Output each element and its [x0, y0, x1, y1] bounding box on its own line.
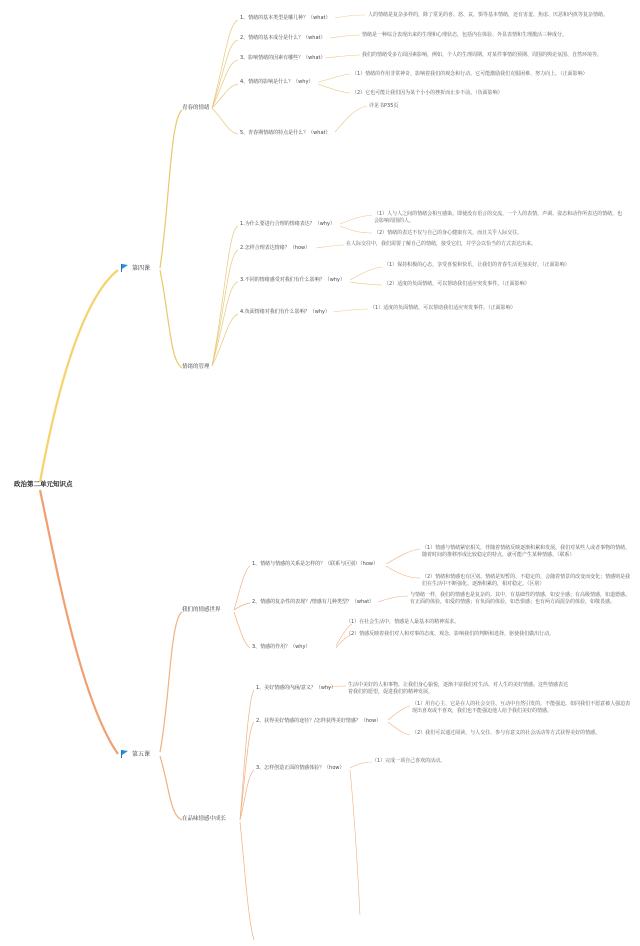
- link-s2-a3a: [350, 267, 382, 280]
- question-node: 1、情绪的基本类型是哪几种？（what）: [240, 15, 331, 21]
- link-s4-a2b: [388, 722, 410, 735]
- lesson-node-4: [120, 264, 150, 272]
- link-s2-a3b: [350, 282, 382, 285]
- link-s4-a3: [350, 762, 372, 768]
- link-s1-a5: [335, 106, 367, 132]
- link-s1-q3: [212, 60, 238, 108]
- link-s1-a3: [325, 55, 360, 58]
- question-node: 3.不同的情绪感受对我们有什么影响？（why）: [240, 277, 345, 283]
- lesson-title: 第四课: [132, 264, 151, 272]
- section-node: 情绪的管理: [182, 364, 210, 370]
- link-s3-q2: [234, 603, 250, 610]
- section-node: 青春的情绪: [182, 105, 210, 111]
- answer-node: （2）我们可以通过阅读、与人交往、参与有意义的社会活动等方式获得美好的情感。: [412, 730, 601, 736]
- flag-icon: [120, 264, 129, 272]
- link-s4-q2: [240, 722, 254, 820]
- link-root-lesson5: [40, 490, 118, 754]
- answer-node: （1）保持积极的心态，享受喜悦和快乐，让我们的青春生活更加美好。（正面影响）: [384, 262, 570, 268]
- answer-node: （1）情感与情绪紧密相关，伴随着情绪反映逐渐积累和发展。我们对某些人或者事物的情绪，随着时间的推移形成比较稳定的特点，就可能产生某种情感。（联系）: [422, 545, 631, 558]
- question-node: 3、情感的作用？（why）: [252, 644, 311, 650]
- link-l5-s2: [160, 756, 182, 820]
- link-s3-q3: [234, 612, 250, 648]
- link-s2-q3: [212, 282, 238, 366]
- answer-node: （1）在社会生活中，情感是人最基本的精神需求。: [346, 619, 460, 625]
- flag-icon: [120, 750, 129, 758]
- question-node: 2、情绪的基本成分是什么？（what）: [240, 35, 326, 41]
- section-node: 在品味情感中成长: [182, 816, 227, 822]
- link-l4-s2: [160, 270, 182, 368]
- link-root-lesson4: [40, 270, 118, 482]
- answer-node: （2）适度的负面情绪，可以帮助我们适应突发事件。（正面影响）: [384, 281, 530, 287]
- answer-node: 详见书P35页: [369, 103, 399, 109]
- answer-node: 情绪是一种综合表现出来的生理和心理状态，包括内在体验、外显表情和生理激活三种成分。: [362, 32, 568, 38]
- answer-node: （1）用自心主，它是在人的社会交往、互动中自然引发的，不能强迫。如同我们不愿意被人强迫表现出喜欢或不喜欢，我们也不能强迫他人给予我们美好的情感。: [412, 701, 631, 714]
- link-s3-a2: [378, 596, 408, 602]
- answer-node: （1）完成一项自己喜欢的活动。: [372, 758, 446, 764]
- section-node: 我们的情感世界: [182, 607, 221, 613]
- question-node: 4、情绪的影响是什么？（why）: [240, 79, 314, 85]
- answer-node: 与情绪一样，我们的情感也是复杂的。其中，有基础性的情感，如安全感；有高级情感，如道德感。有正面的体验，如爱的情感；有负面的体验，如恐惧感；也有两方面混杂的体验，如敬畏感。: [410, 592, 631, 605]
- answer-node: （2）它也可能让我们因为某个小小的挫折而止步不前。（负面影响）: [352, 90, 503, 96]
- answer-node: 人的情绪是复杂多样的，除了常见的喜、怒、哀、惧等基本情绪，还有害羞、焦虑、厌恶和内疚等复杂情绪。: [368, 12, 609, 18]
- link-s3-a1b: [386, 566, 420, 578]
- question-node: 1、美好情感的内涵/意义？（why）: [256, 685, 337, 691]
- link-s1-a2: [330, 35, 360, 38]
- root-node: 政治第二单元知识点: [14, 480, 73, 488]
- link-s1-q1: [212, 20, 238, 108]
- lesson-node-5: [120, 750, 150, 758]
- answer-node: （1）人与人之间的情绪会相互感染。即使没有语言的交流，一个人的表情、声调、姿态和动作所表达的情绪，也会影响周围的人。: [374, 211, 623, 224]
- link-s1-q5: [212, 108, 238, 134]
- question-node: 3、怎样创造正面的情感体验？（how）: [256, 765, 345, 771]
- answer-node: （2）情感反映着我们对人和对事的态度、观念，影响我们的判断和选择，驱使我们做出行动。: [346, 631, 555, 637]
- link-s1-a1: [335, 15, 365, 18]
- link-s1-a4b: [318, 84, 350, 93]
- link-s3-a1a: [386, 549, 420, 564]
- link-l4-s1: [160, 110, 182, 268]
- lesson-title: 第五课: [132, 750, 151, 758]
- answer-node: 我们的情绪受多方面因素影响，例如，个人的生理周期、对某件事情的预期、周围的舆论氛围、自然环境等。: [362, 52, 603, 58]
- answer-node: （2）情绪的表达不仅与自己的身心健康有关，而且关乎人际交往。: [374, 230, 523, 236]
- answer-node: （1）适度的负面情绪，可以帮助我们适应突发事件。（正面影响）: [370, 305, 516, 311]
- link-s4-a3-tail: [350, 770, 360, 915]
- link-s4-q3: [240, 770, 254, 820]
- link-s2-a2: [316, 245, 344, 248]
- link-s3-q1: [234, 566, 250, 610]
- link-s2-q2: [212, 250, 238, 366]
- link-s1-q2: [212, 40, 238, 108]
- link-s1-a4a: [318, 74, 350, 82]
- question-node: 3、影响情绪的因素有哪些？（what）: [240, 55, 326, 61]
- question-node: 2、获得美好情感的途径？/怎样获得美好情感？（how）: [256, 718, 382, 724]
- question-node: 5、青春期情绪的特点是什么？（what）: [240, 130, 331, 136]
- link-s4-q1: [240, 690, 254, 820]
- question-node: 1、情绪与情感的关系是怎样的？（联系与区别）（how）: [252, 561, 379, 567]
- answer-node: （2）情绪和情感也有区别。情绪是短暂的、不稳定的，会随着情景的改变而变化；情感则是我们在生活中不断强化、逐渐积累的，相对稳定。（区别）: [422, 574, 631, 587]
- link-s2-q4: [212, 314, 238, 366]
- link-s2-a1a: [340, 215, 372, 224]
- link-s2-q1: [212, 226, 238, 366]
- link-s2-a1b: [340, 226, 372, 233]
- question-node: 1.为什么要进行合理的情绪表达？（why）: [240, 221, 335, 227]
- answer-node: 在人际交往中，我们需要了解自己的情绪，接受它们，并学会以恰当的方式表达出来。: [346, 241, 537, 247]
- link-s4-a2a: [388, 706, 410, 720]
- link-s2-a4: [333, 309, 368, 312]
- link-s1-q4: [212, 84, 238, 108]
- link-s4-tail: [240, 822, 254, 940]
- link-l5-s1: [160, 612, 182, 752]
- answer-node: （1）情绪的作用非常神奇，影响着我们的观念和行动。它可能激励我们克服困难、努力向上。（正面影响）: [352, 71, 588, 77]
- question-node: 2、情感的复杂性的表现？/情感有几种类型？（what）: [252, 599, 375, 605]
- question-node: 4.负面情绪对我们有什么影响？（why）: [240, 309, 330, 315]
- question-node: 2.怎样合理表达情绪？（how）: [240, 245, 311, 251]
- answer-node: 生活中美好的人和事物，让我们身心愉悦，逐渐丰富我们对生活、对人生的美好情感。这些情感表达着我们的愿望，促进我们的精神发展。: [348, 682, 569, 695]
